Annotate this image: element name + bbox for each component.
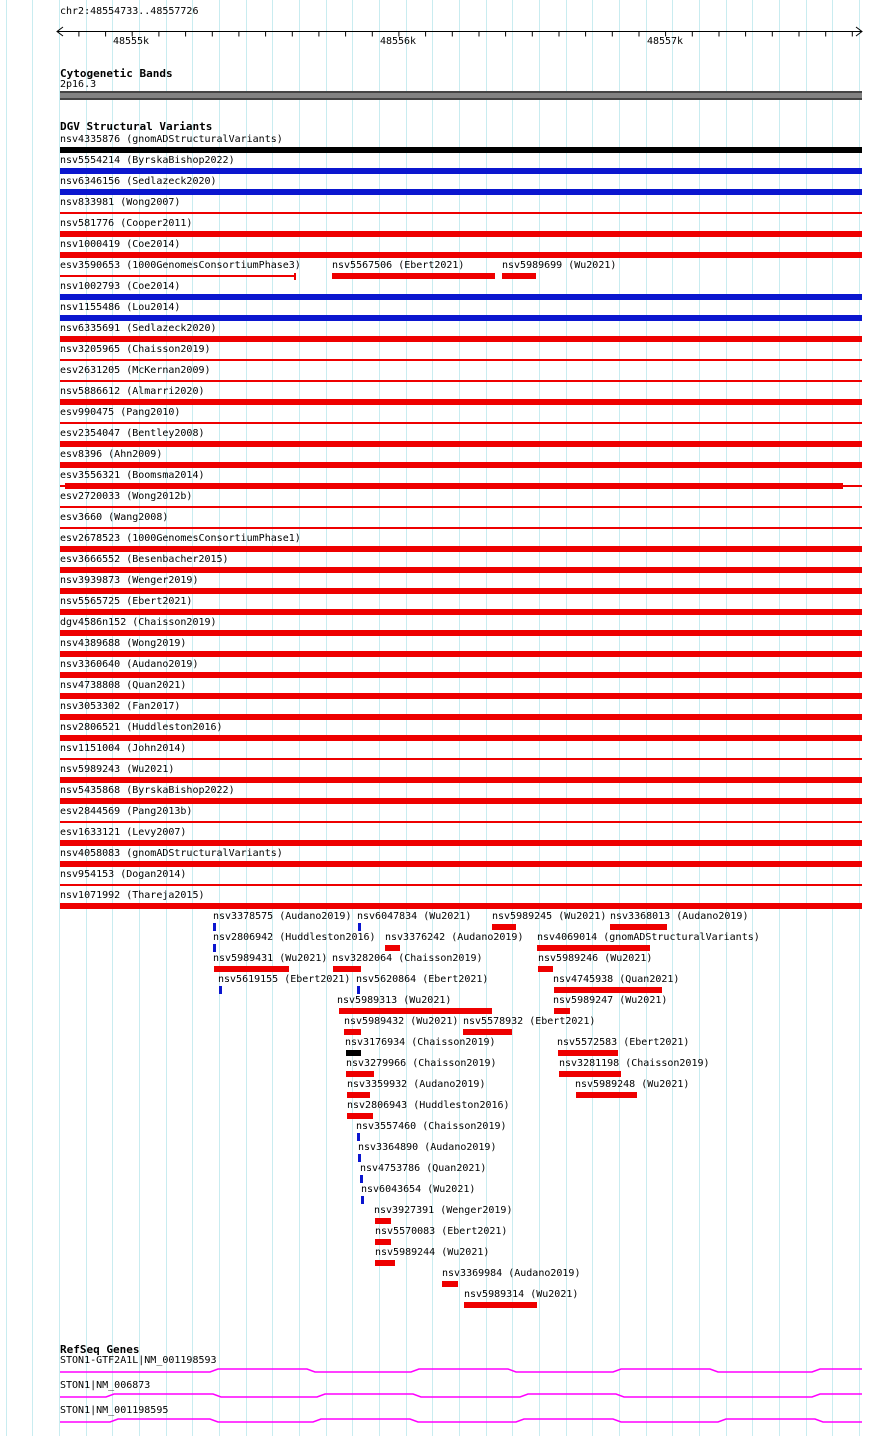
variant-bar[interactable] xyxy=(60,630,862,636)
variant-label: esv1633121 (Levy2007) xyxy=(60,827,187,838)
variant-label: nsv1000419 (Coe2014) xyxy=(60,239,181,250)
variant-label: nsv954153 (Dogan2014) xyxy=(60,869,187,880)
variant-label: nsv5989248 (Wu2021) xyxy=(575,1079,690,1090)
variant-label: esv990475 (Pang2010) xyxy=(60,407,181,418)
ruler-tick-label: 48556k xyxy=(379,36,417,47)
gene-line[interactable] xyxy=(60,1394,862,1397)
gene-label: STON1|NM_001198595 xyxy=(60,1405,169,1416)
dgv-track-header: DGV Structural Variants xyxy=(60,120,213,133)
variant-bar[interactable] xyxy=(60,758,862,760)
variant-label: nsv3376242 (Audano2019) xyxy=(385,932,524,943)
variant-bar[interactable] xyxy=(60,735,862,741)
ruler-axis-line xyxy=(57,27,862,37)
variant-bar[interactable] xyxy=(332,273,495,279)
variant-bar[interactable] xyxy=(60,840,862,846)
variant-label: nsv5989245 (Wu2021) xyxy=(492,911,607,922)
variant-label: esv2844569 (Pang2013b) xyxy=(60,806,193,817)
variant-label: nsv3053302 (Fan2017) xyxy=(60,701,181,712)
variant-label: nsv5435868 (ByrskaBishop2022) xyxy=(60,785,235,796)
variant-label: nsv1002793 (Coe2014) xyxy=(60,281,181,292)
variant-bar[interactable] xyxy=(554,987,662,993)
variant-label: nsv2806521 (Huddleston2016) xyxy=(60,722,223,733)
variant-bar[interactable] xyxy=(60,147,862,153)
variant-bar[interactable] xyxy=(339,1008,492,1014)
variant-label: nsv3281198 (Chaisson2019) xyxy=(559,1058,710,1069)
variant-bar[interactable] xyxy=(358,923,361,931)
variant-label: nsv3368013 (Audano2019) xyxy=(610,911,749,922)
variant-bar[interactable] xyxy=(463,1029,512,1035)
variant-label: nsv3176934 (Chaisson2019) xyxy=(345,1037,496,1048)
variant-bar[interactable] xyxy=(464,1302,537,1308)
variant-label: nsv4745938 (Quan2021) xyxy=(553,974,680,985)
variant-bar[interactable] xyxy=(60,462,862,468)
variant-bar[interactable] xyxy=(344,1029,361,1035)
variant-label: nsv5989431 (Wu2021) xyxy=(213,953,328,964)
variant-label: nsv5620864 (Ebert2021) xyxy=(356,974,489,985)
variant-label: nsv3378575 (Audano2019) xyxy=(213,911,352,922)
variant-bar[interactable] xyxy=(213,944,216,952)
variant-bar[interactable] xyxy=(60,399,862,405)
variant-bar[interactable] xyxy=(60,380,862,382)
variant-label: nsv5554214 (ByrskaBishop2022) xyxy=(60,155,235,166)
variant-bar[interactable] xyxy=(346,1050,361,1056)
variant-bar[interactable] xyxy=(357,1133,360,1141)
variant-bar[interactable] xyxy=(60,546,862,552)
variant-bar[interactable] xyxy=(219,986,222,994)
variant-bar[interactable] xyxy=(60,252,862,258)
variant-bar[interactable] xyxy=(347,1092,370,1098)
variant-label: nsv3282064 (Chaisson2019) xyxy=(332,953,483,964)
region-label: chr2:48554733..48557726 xyxy=(60,6,199,17)
variant-bar[interactable] xyxy=(60,672,862,678)
variant-bar[interactable] xyxy=(346,1071,374,1077)
variant-bar[interactable] xyxy=(60,315,862,321)
variant-label: nsv5989246 (Wu2021) xyxy=(538,953,653,964)
variant-label: nsv3359932 (Audano2019) xyxy=(347,1079,486,1090)
variant-bar[interactable] xyxy=(361,1196,364,1204)
variant-bar[interactable] xyxy=(442,1281,458,1287)
variant-bar[interactable] xyxy=(60,275,295,277)
variant-label: nsv3369984 (Audano2019) xyxy=(442,1268,581,1279)
variant-bar[interactable] xyxy=(60,651,862,657)
variant-bar[interactable] xyxy=(60,168,862,174)
variant-bar[interactable] xyxy=(357,986,360,994)
variant-label: esv3556321 (Boomsma2014) xyxy=(60,470,205,481)
variant-bar[interactable] xyxy=(60,588,862,594)
variant-label: nsv5989313 (Wu2021) xyxy=(337,995,452,1006)
variant-bar[interactable] xyxy=(60,777,862,783)
variant-label: nsv4069014 (gnomADStructuralVariants) xyxy=(537,932,760,943)
variant-bar[interactable] xyxy=(385,945,400,951)
variant-bar[interactable] xyxy=(502,273,536,279)
variant-label: nsv5989699 (Wu2021) xyxy=(502,260,617,271)
variant-label: nsv5989314 (Wu2021) xyxy=(464,1289,579,1300)
variant-bar[interactable] xyxy=(554,1008,570,1014)
variant-label: nsv5619155 (Ebert2021) xyxy=(218,974,351,985)
gridline xyxy=(6,0,7,1436)
variant-label: nsv3364890 (Audano2019) xyxy=(358,1142,497,1153)
variant-bar[interactable] xyxy=(60,821,862,823)
variant-label: nsv5989432 (Wu2021) xyxy=(344,1016,459,1027)
variant-label: esv2720033 (Wong2012b) xyxy=(60,491,193,502)
variant-label: nsv5886612 (Almarri2020) xyxy=(60,386,205,397)
variant-label: nsv3360640 (Audano2019) xyxy=(60,659,199,670)
variant-bar[interactable] xyxy=(538,966,553,972)
variant-bar[interactable] xyxy=(65,483,843,489)
variant-label: esv2631205 (McKernan2009) xyxy=(60,365,211,376)
variant-label: nsv5567506 (Ebert2021) xyxy=(332,260,465,271)
variant-bar[interactable] xyxy=(60,506,862,508)
variant-bar[interactable] xyxy=(843,485,862,487)
variant-bar[interactable] xyxy=(375,1218,391,1224)
variant-label: nsv1151004 (John2014) xyxy=(60,743,187,754)
variant-bar[interactable] xyxy=(60,527,862,529)
variant-label: nsv4335876 (gnomADStructuralVariants) xyxy=(60,134,283,145)
variant-label: esv2678523 (1000GenomesConsortiumPhase1) xyxy=(60,533,301,544)
gene-label: STON1-GTF2A1L|NM_001198593 xyxy=(60,1355,217,1366)
variant-bar[interactable] xyxy=(558,1050,618,1056)
variant-label: esv2354047 (Bentley2008) xyxy=(60,428,205,439)
variant-bar[interactable] xyxy=(60,884,862,886)
variant-label: nsv1155486 (Lou2014) xyxy=(60,302,181,313)
variant-bar[interactable] xyxy=(610,924,667,930)
variant-label: nsv3205965 (Chaisson2019) xyxy=(60,344,211,355)
cytogenetic-band-label: 2p16.3 xyxy=(60,79,97,90)
variant-bar[interactable] xyxy=(60,212,862,214)
variant-bar[interactable] xyxy=(333,966,361,972)
variant-bar[interactable] xyxy=(213,923,216,931)
variant-label: nsv5565725 (Ebert2021) xyxy=(60,596,193,607)
ruler-tick-label: 48557k xyxy=(646,36,684,47)
variant-label: nsv4753786 (Quan2021) xyxy=(360,1163,487,1174)
gene-line[interactable] xyxy=(60,1419,862,1422)
cytogenetic-track-header: Cytogenetic Bands xyxy=(60,67,173,80)
variant-label: nsv5570083 (Ebert2021) xyxy=(375,1226,508,1237)
variant-label: dgv4586n152 (Chaisson2019) xyxy=(60,617,217,628)
variant-label: nsv6047834 (Wu2021) xyxy=(357,911,472,922)
variant-bar[interactable] xyxy=(60,422,862,424)
variant-label: nsv2806942 (Huddleston2016) xyxy=(213,932,376,943)
variant-label: nsv1071992 (Thareja2015) xyxy=(60,890,205,901)
variant-bar[interactable] xyxy=(60,359,862,361)
variant-label: nsv4738808 (Quan2021) xyxy=(60,680,187,691)
variant-bar[interactable] xyxy=(559,1071,621,1077)
gene-label: STON1|NM_006873 xyxy=(60,1380,151,1391)
variant-label: nsv581776 (Cooper2011) xyxy=(60,218,193,229)
variant-bar[interactable] xyxy=(347,1113,373,1119)
variant-label: nsv5989247 (Wu2021) xyxy=(553,995,668,1006)
variant-label: esv3660 (Wang2008) xyxy=(60,512,169,523)
variant-label: nsv5572583 (Ebert2021) xyxy=(557,1037,690,1048)
variant-bar[interactable] xyxy=(492,924,516,930)
variant-label: nsv6335691 (Sedlazeck2020) xyxy=(60,323,217,334)
cytogenetic-band-bar[interactable] xyxy=(60,91,862,100)
variant-bar[interactable] xyxy=(358,1154,361,1162)
variant-label: nsv3939873 (Wenger2019) xyxy=(60,575,199,586)
variant-label: nsv4058083 (gnomADStructuralVariants) xyxy=(60,848,283,859)
variant-label: esv8396 (Ahn2009) xyxy=(60,449,163,460)
variant-label: nsv6043654 (Wu2021) xyxy=(361,1184,476,1195)
variant-label: nsv833981 (Wong2007) xyxy=(60,197,181,208)
variant-label: nsv5578932 (Ebert2021) xyxy=(463,1016,596,1027)
variant-bar[interactable] xyxy=(60,714,862,720)
variant-label: nsv3279966 (Chaisson2019) xyxy=(346,1058,497,1069)
variant-label: nsv2806943 (Huddleston2016) xyxy=(347,1100,510,1111)
variant-label: nsv3557460 (Chaisson2019) xyxy=(356,1121,507,1132)
variant-bar[interactable] xyxy=(60,798,862,804)
refseq-track-header: RefSeq Genes xyxy=(60,1343,140,1356)
variant-bar[interactable] xyxy=(60,189,862,195)
variant-label: nsv5989244 (Wu2021) xyxy=(375,1247,490,1258)
variant-bar[interactable] xyxy=(537,945,650,951)
variant-bar[interactable] xyxy=(375,1260,395,1266)
variant-bar[interactable] xyxy=(60,294,862,300)
variant-bar[interactable] xyxy=(375,1239,391,1245)
variant-bar[interactable] xyxy=(576,1092,637,1098)
gridline xyxy=(32,0,33,1436)
variant-bar[interactable] xyxy=(60,336,862,342)
variant-label: nsv5989243 (Wu2021) xyxy=(60,764,175,775)
variant-bar[interactable] xyxy=(60,567,862,573)
variant-bar[interactable] xyxy=(60,693,862,699)
variant-label: nsv4389688 (Wong2019) xyxy=(60,638,187,649)
variant-bar[interactable] xyxy=(60,609,862,615)
variant-label: esv3666552 (Besenbacher2015) xyxy=(60,554,229,565)
gene-line[interactable] xyxy=(60,1369,862,1372)
ruler-tick-label: 48555k xyxy=(112,36,150,47)
variant-bar[interactable] xyxy=(214,966,289,972)
variant-label: esv3590653 (1000GenomesConsortiumPhase3) xyxy=(60,260,301,271)
variant-label: nsv3927391 (Wenger2019) xyxy=(374,1205,513,1216)
variant-label: nsv6346156 (Sedlazeck2020) xyxy=(60,176,217,187)
variant-bar[interactable] xyxy=(294,273,296,280)
variant-bar[interactable] xyxy=(60,231,862,237)
variant-bar[interactable] xyxy=(60,861,862,867)
variant-bar[interactable] xyxy=(60,903,862,909)
variant-bar[interactable] xyxy=(60,441,862,447)
variant-bar[interactable] xyxy=(360,1175,363,1183)
